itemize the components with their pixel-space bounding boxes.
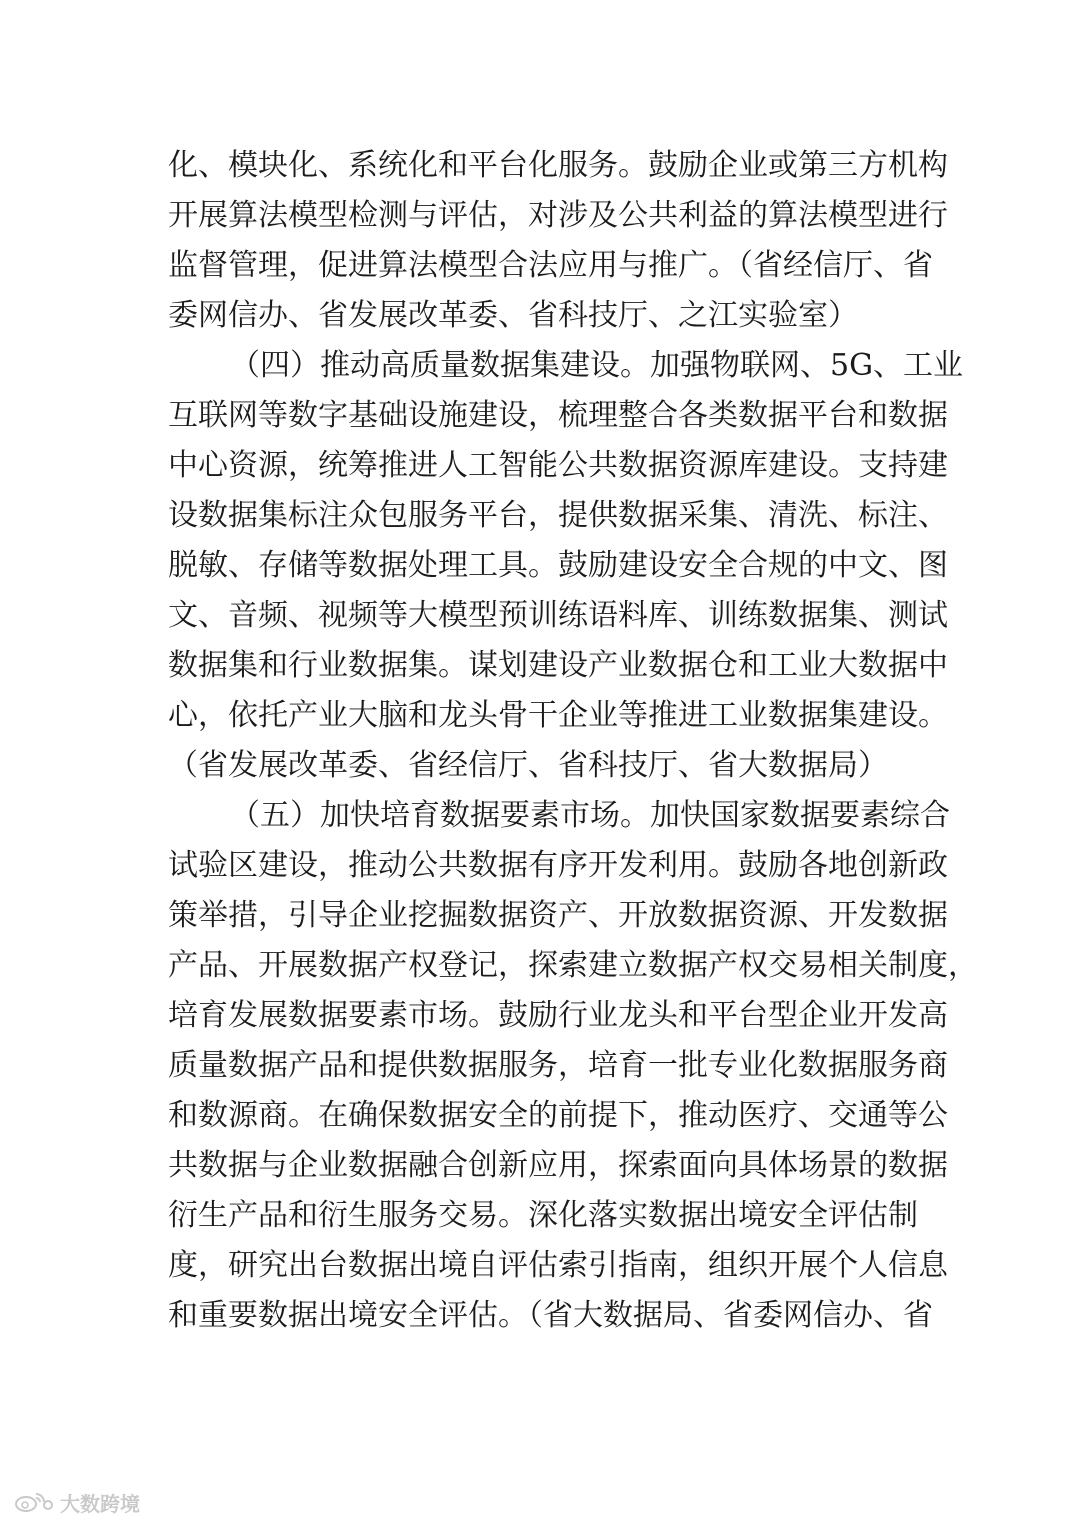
text-line: 设数据集标注众包服务平台，提供数据采集、清洗、标注、: [168, 498, 948, 533]
text-line: 互联网等数字基础设施建设，梳理整合各类数据平台和数据: [168, 398, 948, 433]
text-line: 心，依托产业大脑和龙头骨干企业等推进工业数据集建设。: [168, 698, 948, 733]
text-line: 和数源商。在确保数据安全的前提下，推动医疗、交通等公: [168, 1098, 948, 1133]
text-line: （省发展改革委、省经信厅、省科技厅、省大数据局）: [168, 748, 888, 783]
text-line: 共数据与企业数据融合创新应用，探索面向具体场景的数据: [168, 1148, 948, 1183]
watermark-text: 大数跨境: [60, 1491, 140, 1516]
weibo-logo-icon: [14, 1490, 54, 1514]
text-line: 监督管理，促进算法模型合法应用与推广。（省经信厅、省: [168, 248, 933, 283]
text-line: 开展算法模型检测与评估，对涉及公共利益的算法模型进行: [168, 198, 948, 233]
text-line: 和重要数据出境安全评估。（省大数据局、省委网信办、省: [168, 1298, 933, 1333]
text-line: 度，研究出台数据出境自评估索引指南，组织开展个人信息: [168, 1248, 948, 1283]
text-line: 化、模块化、系统化和平台化服务。鼓励企业或第三方机构: [168, 148, 948, 183]
text-line: 文、音频、视频等大模型预训练语料库、训练数据集、测试: [168, 598, 948, 633]
text-line: 中心资源，统筹推进人工智能公共数据资源库建设。支持建: [168, 448, 948, 483]
text-line: 脱敏、存储等数据处理工具。鼓励建设安全合规的中文、图: [168, 548, 948, 583]
text-line: 产品、开展数据产权登记，探索建立数据产权交易相关制度，: [168, 948, 978, 983]
section-heading-line: （五）加快培育数据要素市场。加快国家数据要素综合: [230, 798, 950, 833]
section-heading-line: （四）推动高质量数据集建设。加强物联网、5G、工业: [230, 348, 964, 383]
text-line: 策举措，引导企业挖掘数据资产、开放数据资源、开发数据: [168, 898, 948, 933]
text-line: 质量数据产品和提供数据服务，培育一批专业化数据服务商: [168, 1048, 948, 1083]
text-line: 试验区建设，推动公共数据有序开发利用。鼓励各地创新政: [168, 848, 948, 883]
text-line: 培育发展数据要素市场。鼓励行业龙头和平台型企业开发高: [168, 998, 948, 1033]
text-line: 数据集和行业数据集。谋划建设产业数据仓和工业大数据中: [168, 648, 948, 683]
text-line: 委网信办、省发展改革委、省科技厅、之江实验室）: [168, 298, 858, 333]
watermark: [14, 1488, 140, 1516]
text-line: 衍生产品和衍生服务交易。深化落实数据出境安全评估制: [168, 1198, 918, 1233]
